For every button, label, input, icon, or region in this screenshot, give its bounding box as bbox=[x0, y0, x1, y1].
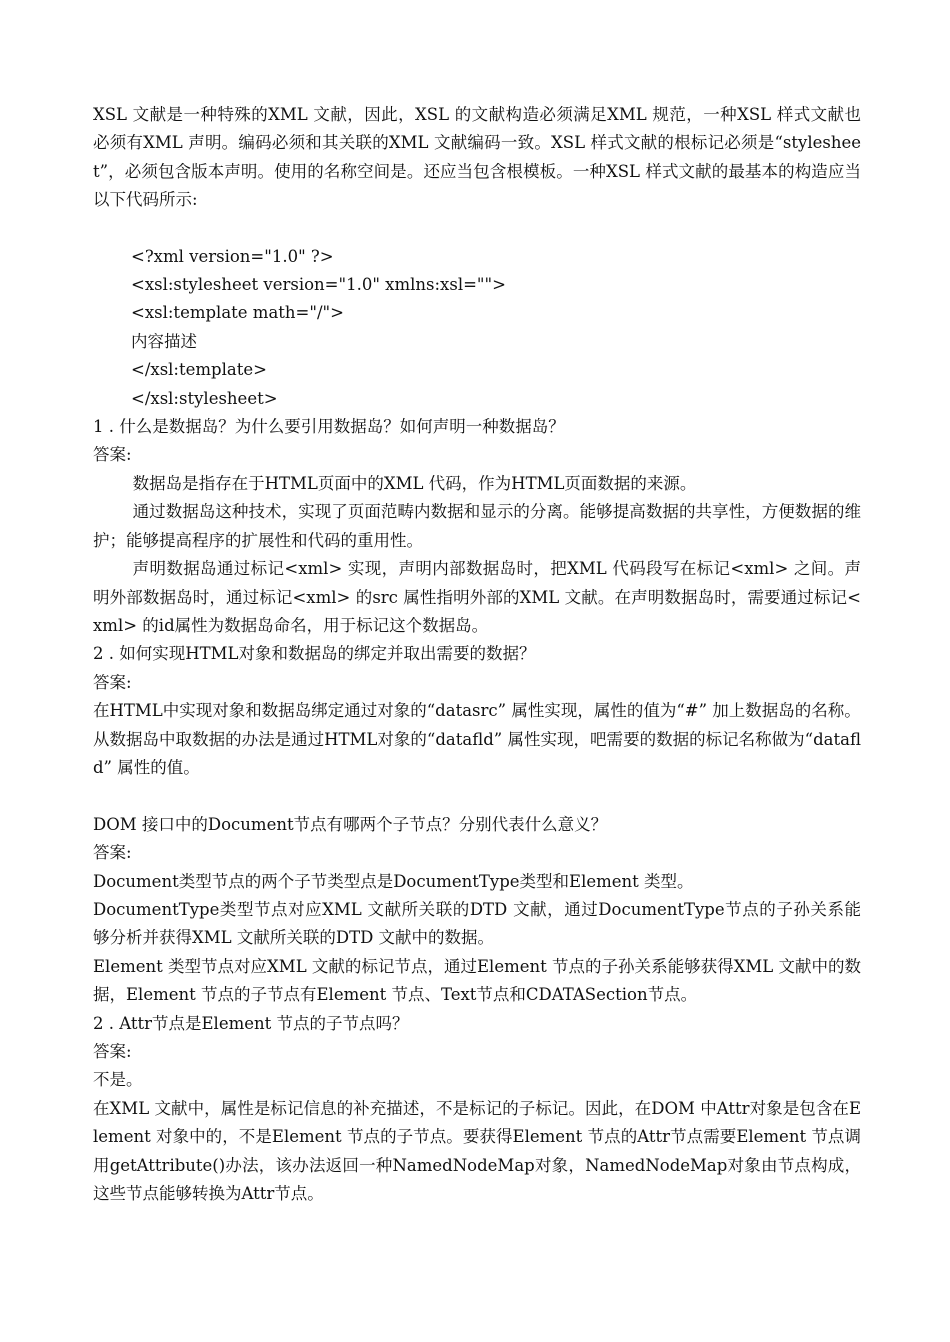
answer-2-paragraph: 从数据岛中取数据的办法是通过HTML对象的“datafld” 属性实现，吧需要的数据的标记名称做为“datafld” 属性的值。 bbox=[93, 729, 861, 777]
section-gap bbox=[93, 782, 861, 810]
code-line: </xsl:stylesheet> bbox=[131, 388, 278, 408]
answer-3-paragraph: DocumentType类型节点对应XML 文献所关联的DTD 文献，通过DocumentType节点的子孙关系能够分析并获得XML 文献所关联的DTD 文献中的数据。 bbox=[93, 899, 861, 948]
xsl-intro-paragraph: XSL 文献是一种特殊的XML 文献，因此，XSL 的文献构造必须满足XML 规范，一种XSL 样式文献也必须有XML 声明。编码必须和其关联的XML 文献编码一致。XSL 样式文献的根标记必须是“stylesheet”，必须包含版本声明。使用的名称空间是。还应当包含根模板。一种XSL 样式文献的最基本的构造应当以下代码所示: bbox=[93, 105, 861, 210]
answer-4-paragraph: 在XML 文献中，属性是标记信息的补充描述，不是标记的子标记。因此，在DOM 中Attr对象是包含在Element 对象中的，不是Element 节点的子节点。要获得Element 节点的Attr节点需要Element 节点调用getAttribute()办法，该办法返回一种NamedNodeMap对象，NamedNodeMap对象由节点构成，这些节点能够转换为Attr节点。 bbox=[93, 1098, 861, 1204]
answer-label-1: 答案: bbox=[93, 445, 132, 465]
answer-1-paragraph: 数据岛是指存在于HTML页面中的XML 代码，作为HTML页面数据的来源。 bbox=[132, 473, 697, 493]
answer-3-paragraph: Element 类型节点对应XML 文献的标记节点，通过Element 节点的子孙关系能够获得XML 文献中的数据，Element 节点的子节点有Element 节点、Text节点和CDATASection节点。 bbox=[93, 956, 861, 1005]
code-line: </xsl:template> bbox=[131, 360, 267, 380]
question-2: 2 . 如何实现HTML对象和数据岛的绑定并取出需要的数据？ bbox=[93, 644, 536, 664]
question-1: 1 . 什么是数据岛？为什么要引用数据岛？如何声明一种数据岛？ bbox=[93, 417, 565, 437]
answer-label-3: 答案: bbox=[93, 843, 132, 863]
answer-4-paragraph: 不是。 bbox=[93, 1070, 143, 1090]
document-page bbox=[93, 101, 861, 1208]
answer-1-paragraph: 通过数据岛这种技术，实现了页面范畴内数据和显示的分离。能够提高数据的共享性，方便数据的维护；能够提高程序的扩展性和代码的重用性。 bbox=[93, 502, 861, 550]
answer-label-4: 答案: bbox=[93, 1041, 132, 1061]
code-line: <xsl:template math="/"> bbox=[131, 303, 344, 323]
answer-label-2: 答案: bbox=[93, 672, 132, 692]
code-line: 内容描述 bbox=[131, 331, 197, 351]
question-4: 2 . Attr节点是Element 节点的子节点吗？ bbox=[93, 1013, 409, 1033]
answer-1-paragraph: 声明数据岛通过标记<xml> 实现，声明内部数据岛时，把XML 代码段写在标记<xml> 之间。声明外部数据岛时，通过标记<xml> 的src 属性指明外部的XML 文献。在声明数据岛时，需要通过标记<xml> 的id属性为数据岛命名，用于标记这个数据岛。 bbox=[93, 559, 861, 635]
code-block bbox=[93, 243, 861, 413]
code-line: <xsl:stylesheet version="1.0" xmlns:xsl=""> bbox=[131, 275, 506, 295]
answer-2-paragraph: 在HTML中实现对象和数据岛绑定通过对象的“datasrc” 属性实现，属性的值为“#” 加上数据岛的名称。 bbox=[93, 701, 861, 721]
question-3: DOM 接口中的Document节点有哪两个子节点？分别代表什么意义？ bbox=[93, 814, 608, 834]
code-line: <?xml version="1.0" ?> bbox=[131, 246, 334, 266]
answer-3-paragraph: Document类型节点的两个子节类型点是DocumentType类型和Element 类型。 bbox=[93, 871, 694, 891]
